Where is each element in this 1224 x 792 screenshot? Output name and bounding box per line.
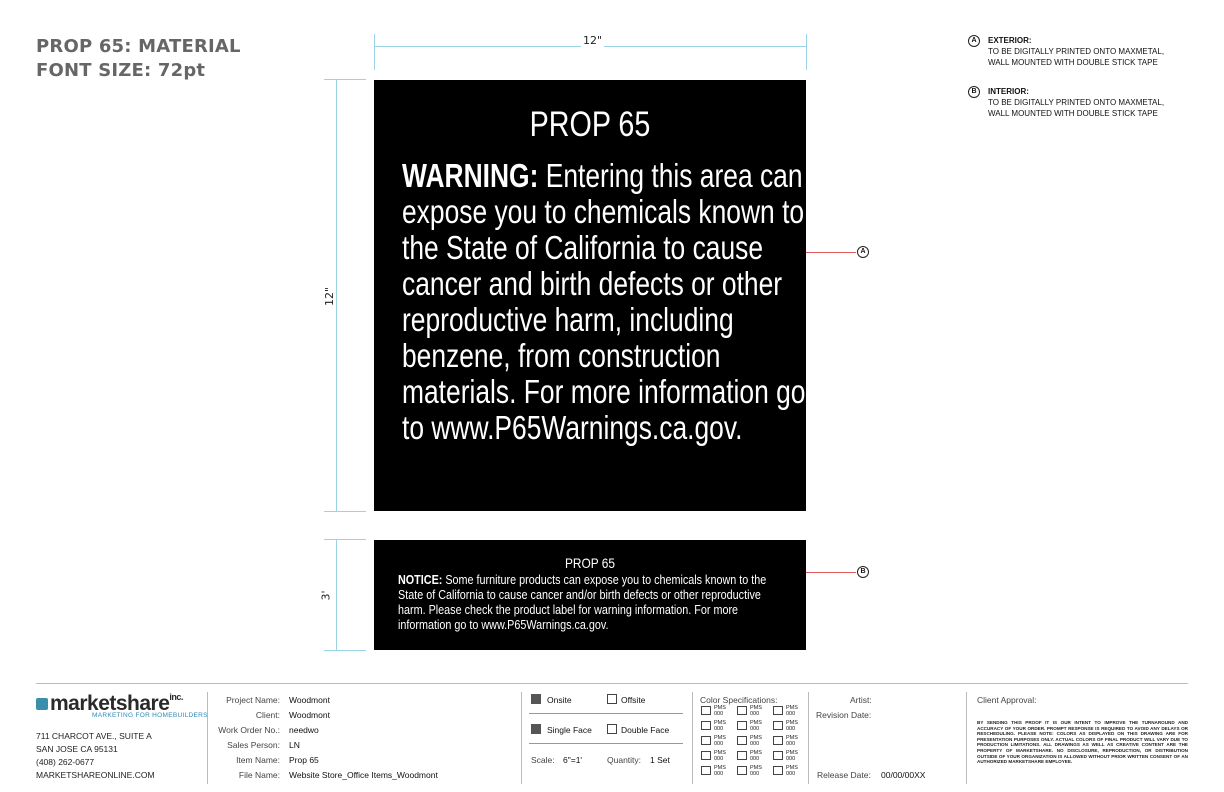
color-spec-label: Color Specifications: xyxy=(700,695,778,705)
sign-exterior-title: PROP 65 xyxy=(529,105,651,144)
pms-checkbox[interactable] xyxy=(737,706,747,715)
pms-checkbox[interactable] xyxy=(773,766,783,775)
dim-tick-bottom-b xyxy=(324,650,366,651)
dim-tick-top-b xyxy=(324,539,366,540)
client-label: Client: xyxy=(255,710,280,720)
pms-label-top: PMS xyxy=(714,765,726,771)
pms-label-top: PMS xyxy=(714,720,726,726)
pms-label-bottom: 000 xyxy=(714,756,724,762)
pms-checkbox[interactable] xyxy=(737,766,747,775)
file-name-label: File Name: xyxy=(238,770,280,780)
pms-label-bottom: 000 xyxy=(750,726,760,732)
artist-label: Artist: xyxy=(850,695,872,705)
legend-interior xyxy=(968,86,1198,119)
legend-marker-b: B xyxy=(968,86,980,98)
dim-tick-left xyxy=(374,34,375,70)
pms-checkbox[interactable] xyxy=(701,751,711,760)
sign-interior-title: PROP 65 xyxy=(564,555,616,571)
pms-label-bottom: 000 xyxy=(786,771,796,777)
callout-marker-a: A xyxy=(857,246,869,258)
warning-text: Entering this area can expose you to chemicals known to the State of California to cause cancer and birth defects or other reproductive harm, including benzene, from construction materials. For more information go to www.P65Warnings.ca.gov. xyxy=(402,157,806,446)
scale-label: Scale: xyxy=(531,755,555,765)
options-divider-1 xyxy=(529,713,683,714)
double-face-label: Double Face xyxy=(621,725,670,735)
company-address1: 711 CHARCOT AVE., SUITE A xyxy=(36,731,152,741)
pms-label-top: PMS xyxy=(750,705,762,711)
pms-checkbox[interactable] xyxy=(737,751,747,760)
pms-label-bottom: 000 xyxy=(786,711,796,717)
options-divider-2 xyxy=(529,743,683,744)
dim-line-height-a xyxy=(336,79,337,511)
pms-label-top: PMS xyxy=(786,765,798,771)
logo-icon xyxy=(36,698,48,710)
legend-line1-b: TO BE DIGITALLY PRINTED ONTO MAXMETAL, xyxy=(988,98,1165,107)
footer-separator-5 xyxy=(966,692,967,784)
pms-checkbox[interactable] xyxy=(737,721,747,730)
pms-label-bottom: 000 xyxy=(714,771,724,777)
item-name-value: Prop 65 xyxy=(289,755,319,765)
pms-label-bottom: 000 xyxy=(714,711,724,717)
callout-line-b xyxy=(806,572,856,573)
notice-text: Some furniture products can expose you to chemicals known to the State of California to cause cancer and/or birth defects or other reproductive harm. Please check the product label for warning information. For more information go to www.P65Warnings.ca.gov. xyxy=(398,572,767,632)
pms-label-top: PMS xyxy=(750,720,762,726)
pms-label-bottom: 000 xyxy=(750,771,760,777)
work-order-label: Work Order No.: xyxy=(218,725,280,735)
pms-label xyxy=(750,735,762,747)
release-date-value: 00/00/00XX xyxy=(881,770,926,780)
release-date-label: Release Date: xyxy=(817,770,871,780)
dim-line-height-b xyxy=(336,539,337,650)
client-value: Woodmont xyxy=(289,710,330,720)
file-name-value: Website Store_Office Items_Woodmont xyxy=(289,770,438,780)
pms-checkbox[interactable] xyxy=(701,706,711,715)
pms-label-top: PMS xyxy=(786,705,798,711)
quantity-value: 1 Set xyxy=(650,755,670,765)
company-phone: (408) 262-0677 xyxy=(36,757,95,767)
pms-label xyxy=(714,705,726,717)
quantity-label: Quantity: xyxy=(607,755,642,765)
pms-checkbox[interactable] xyxy=(701,766,711,775)
pms-label-top: PMS xyxy=(786,750,798,756)
footer-divider xyxy=(36,683,1188,684)
onsite-label: Onsite xyxy=(547,695,572,705)
client-approval-label: Client Approval: xyxy=(977,695,1037,705)
legend-line2-b: WALL MOUNTED WITH DOUBLE STICK TAPE xyxy=(988,109,1158,118)
legend-exterior xyxy=(968,35,1198,68)
legend-line2-a: WALL MOUNTED WITH DOUBLE STICK TAPE xyxy=(988,58,1158,67)
pms-label-top: PMS xyxy=(750,735,762,741)
revision-date-label: Revision Date: xyxy=(816,710,872,720)
legend-heading-a: EXTERIOR: xyxy=(988,36,1032,45)
pms-checkbox[interactable] xyxy=(773,706,783,715)
approval-disclaimer: BY SENDING THIS PROOF IT IS OUR INTENT TO IMPROVE THE TURNAROUND AND ACCURACY OF YOUR ORDER. PROMPT RESPONSE IS REQUIRED TO AVOID ANY DELAYS OR RESCHEDULING. PLEASE NOTE: COLORS AS DISPLAYED ON THIS DRAWING ARE FOR PRESENTATION PURPOSES ONLY. ACTUAL COLORS OF FINAL PRODUCT WILL VARY DUE TO PRODUCTION LIMITATIONS. ALL DRAWINGS AS WELL AS CREATIVE CONTENT ARE THE PROPERTY OF MARKETSHARE. NO DISCLOSURE, REPRODUCTION, OR DISTRIBUTION OUTSIDE OF YOUR ORGANIZATION IS ALLOWED WITHOUT PRIOR WRITTEN CONSENT OF AN AUTHORIZED MARKETSHARE EMPLOYEE. xyxy=(977,720,1188,765)
dim-label-width: 12" xyxy=(583,34,603,47)
pms-label xyxy=(786,720,798,732)
dim-tick-bottom-a xyxy=(324,511,366,512)
pms-label-top: PMS xyxy=(786,720,798,726)
pms-label xyxy=(714,720,726,732)
dim-tick-right xyxy=(806,34,807,70)
footer-separator-4 xyxy=(808,692,809,784)
dim-label-height-a: 12" xyxy=(323,286,337,307)
pms-checkbox[interactable] xyxy=(737,736,747,745)
sign-exterior xyxy=(374,80,806,511)
logo-tagline: MARKETING FOR HOMEBUILDERS xyxy=(92,712,208,719)
pms-checkbox[interactable] xyxy=(773,721,783,730)
sign-interior xyxy=(374,540,806,650)
pms-label xyxy=(750,750,762,762)
page-title-line2: FONT SIZE: 72pt xyxy=(36,60,206,81)
page-title-line1: PROP 65: MATERIAL xyxy=(36,36,241,57)
pms-checkbox[interactable] xyxy=(773,751,783,760)
logo-inc: inc. xyxy=(169,692,183,702)
callout-line-a xyxy=(806,252,856,253)
pms-label xyxy=(750,765,762,777)
logo-wordmark: marketshare xyxy=(50,692,170,715)
pms-label-bottom: 000 xyxy=(786,726,796,732)
double-face-checkbox[interactable] xyxy=(607,724,617,734)
pms-label xyxy=(786,735,798,747)
sign-exterior-body xyxy=(402,158,818,446)
pms-label-top: PMS xyxy=(786,735,798,741)
pms-label-bottom: 000 xyxy=(786,756,796,762)
pms-label xyxy=(786,750,798,762)
sign-interior-body xyxy=(398,572,780,632)
legend-heading-b: INTERIOR: xyxy=(988,87,1029,96)
notice-label: NOTICE: xyxy=(398,572,443,587)
single-face-checkbox[interactable] xyxy=(531,724,541,734)
pms-label-bottom: 000 xyxy=(714,726,724,732)
pms-label xyxy=(750,720,762,732)
pms-label-bottom: 000 xyxy=(750,741,760,747)
work-order-value: needwo xyxy=(289,725,319,735)
offsite-label: Offsite xyxy=(621,695,646,705)
company-website: MARKETSHAREONLINE.COM xyxy=(36,770,155,780)
warning-label: WARNING: xyxy=(402,157,539,194)
dim-tick-top-a xyxy=(324,79,366,80)
dim-label-height-b: 3' xyxy=(319,590,333,601)
pms-label xyxy=(750,705,762,717)
pms-label-bottom: 000 xyxy=(750,756,760,762)
single-face-label: Single Face xyxy=(547,725,592,735)
legend-line1-a: TO BE DIGITALLY PRINTED ONTO MAXMETAL, xyxy=(988,47,1165,56)
sales-person-label: Sales Person: xyxy=(227,740,280,750)
project-name-label: Project Name: xyxy=(226,695,280,705)
pms-label xyxy=(786,705,798,717)
footer-separator-3 xyxy=(692,692,693,784)
pms-label-bottom: 000 xyxy=(714,741,724,747)
scale-value: 6"=1' xyxy=(563,755,583,765)
pms-label xyxy=(714,750,726,762)
pms-label-top: PMS xyxy=(714,750,726,756)
pms-label-top: PMS xyxy=(714,705,726,711)
pms-label-bottom: 000 xyxy=(750,711,760,717)
pms-label-top: PMS xyxy=(714,735,726,741)
pms-checkbox[interactable] xyxy=(701,721,711,730)
item-name-label: Item Name: xyxy=(236,755,280,765)
pms-label-top: PMS xyxy=(750,750,762,756)
callout-marker-b: B xyxy=(857,566,869,578)
pms-checkbox[interactable] xyxy=(773,736,783,745)
pms-checkbox[interactable] xyxy=(701,736,711,745)
pms-label-top: PMS xyxy=(750,765,762,771)
footer-separator-2 xyxy=(521,692,522,784)
pms-label xyxy=(714,765,726,777)
onsite-checkbox[interactable] xyxy=(531,694,541,704)
sales-person-value: LN xyxy=(289,740,300,750)
offsite-checkbox[interactable] xyxy=(607,694,617,704)
pms-label-bottom: 000 xyxy=(786,741,796,747)
pms-label xyxy=(714,735,726,747)
pms-label xyxy=(786,765,798,777)
project-name-value: Woodmont xyxy=(289,695,330,705)
legend-marker-a: A xyxy=(968,35,980,47)
company-address2: SAN JOSE CA 95131 xyxy=(36,744,118,754)
